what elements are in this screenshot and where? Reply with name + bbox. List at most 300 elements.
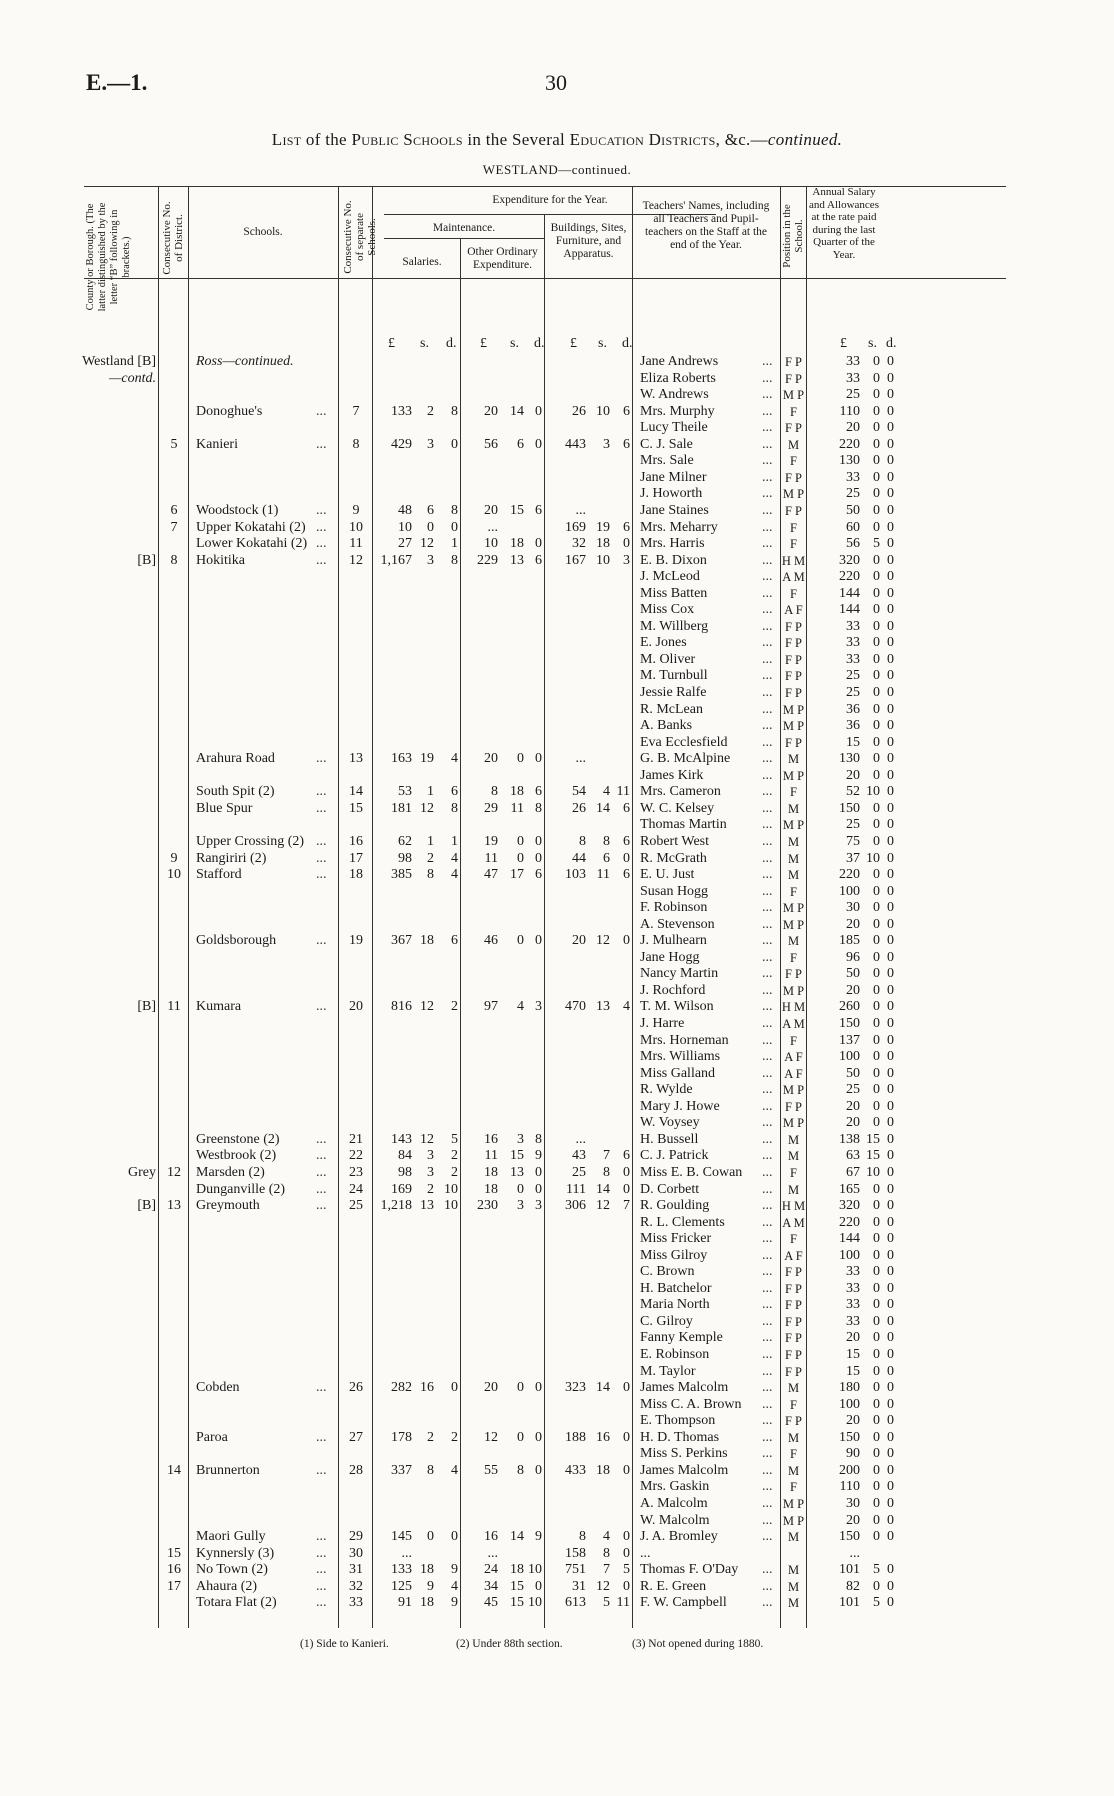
leader-dots: ... [762,1347,773,1362]
leader-dots: ... [762,403,773,419]
district-cell: 16 [167,1562,181,1578]
bld-shillings: 12 [596,933,610,949]
bld-pounds: 111 [566,1181,586,1197]
position-cell: F [790,1165,797,1180]
position-cell: F [790,520,797,535]
position-cell: F [790,404,797,419]
oth-shillings: 0 [517,933,524,949]
ann-shillings: 0 [873,982,880,998]
leader-dots: ... [762,569,773,585]
oth-pounds: 229 [477,552,498,568]
teacher-name: Robert West [640,833,709,849]
leader-dots: ... [762,784,773,800]
position-cell: F P [784,355,803,369]
school-name: Totara Flat (2) [196,1595,277,1611]
oth-pence: 0 [535,833,542,849]
table-row [84,387,1006,404]
ann-pence: 0 [887,949,894,965]
table-row [84,1496,1006,1513]
position-cell: F P [784,735,803,750]
leader-dots: ... [316,1545,327,1561]
position-cell: F P [784,371,803,386]
leader-dots: ... [762,916,773,932]
table-row [84,1529,1006,1546]
ann-shillings: 0 [873,1462,880,1478]
ann-pence: 0 [887,1347,894,1362]
page-number: 30 [545,70,567,95]
ann-shillings: 10 [866,784,880,800]
ann-pounds: 150 [839,1016,860,1031]
leader-dots: ... [762,1164,773,1180]
maintenance-rule [384,238,544,239]
sal-pence: 8 [451,800,458,816]
position-cell: F P [784,1414,803,1429]
header-bottom-rule [84,278,1006,279]
oth-pounds: 19 [484,833,498,849]
leader-dots: ... [762,883,773,899]
leader-dots: ... [316,1562,327,1578]
teacher-name: Mrs. Murphy [640,403,715,419]
oth-pounds: 56 [484,436,498,452]
position-cell: A M [782,570,805,585]
ann-pence: 0 [887,800,894,816]
ann-shillings: 0 [873,833,880,849]
leader-dots: ... [762,536,773,552]
teacher-name: J. McLeod [640,569,700,585]
ann-shillings: 0 [873,1396,880,1412]
teacher-name: E. B. Dixon [640,552,707,568]
sal-pence: 6 [451,784,458,800]
position-cell: M P [782,1513,805,1528]
school-number: 9 [352,502,360,518]
oth-pence: 0 [535,933,542,949]
ann-pounds: 50 [846,1065,860,1081]
sal-pounds: 282 [391,1380,412,1396]
oth-pounds: 12 [484,1429,498,1445]
county-cell: [B] [137,999,156,1015]
school-name: Woodstock (1) [196,502,279,518]
ann-pence: 0 [887,718,894,734]
teacher-name: Miss Gilroy [640,1247,708,1263]
sal-pence: 6 [451,933,458,949]
position-cell: M [787,1430,800,1445]
bld-pence: 6 [623,403,630,419]
ann-pounds: 30 [846,1495,860,1511]
position-cell: M P [782,917,805,932]
school-name: Dunganville (2) [196,1181,286,1197]
footnote-2: (2) Under 88th section. [456,1638,563,1650]
bld-pence: 0 [623,1380,630,1396]
ann-pounds: 15 [846,1363,860,1379]
header-other-expenditure: Other Ordinary Expenditure. [467,246,538,271]
bld-shillings: 18 [596,536,610,552]
position-cell: F P [784,1331,803,1346]
school-name: Kumara [196,999,242,1015]
sal-pounds: 10 [398,519,412,535]
ann-pence: 0 [887,1049,894,1065]
bld-shillings: 8 [603,1545,610,1561]
leader-dots: ... [762,1264,773,1280]
oth-shillings: 8 [517,1462,524,1478]
leader-dots: ... [762,1495,773,1511]
table-row [84,652,1006,669]
bld-shillings: 4 [603,1529,610,1545]
bld-pence: 0 [623,1578,630,1594]
ann-pounds: 20 [846,767,860,783]
school-number: 7 [352,403,360,419]
sal-shillings: 12 [420,536,434,552]
bld-shillings: 3 [603,436,610,452]
leader-dots: ... [762,519,773,535]
leader-dots: ... [762,1297,773,1313]
school-name: Arahura Road [196,751,275,767]
position-cell: F P [784,1265,803,1280]
ann-shillings: 0 [873,618,880,634]
teacher-name: F. W. Campbell [640,1595,727,1611]
table-row [84,735,1006,752]
oth-shillings: 15 [510,1595,524,1611]
teacher-name: R. Goulding [640,1198,710,1214]
oth-pence: 0 [535,1429,542,1445]
bld-pounds: ... [575,751,586,767]
sal-pence: 4 [451,1578,458,1594]
teacher-name: A. Banks [640,718,693,734]
ann-pounds: 50 [846,966,860,982]
bld-shillings: 10 [596,403,610,419]
leader-dots: ... [316,833,327,849]
bld-pence: 0 [623,536,630,552]
leader-dots: ... [762,949,773,965]
position-cell: F P [784,669,803,684]
ann-pence: 0 [887,1065,894,1081]
teacher-name: W. Voysey [640,1115,700,1131]
table-row [84,784,1006,801]
header-expenditure: Expenditure for the Year. [492,194,608,206]
leader-dots: ... [762,1578,773,1594]
teacher-name: Jessie Ralfe [640,685,707,700]
table-row [84,983,1006,1000]
table-row [84,917,1006,934]
sal-pence: 2 [451,999,458,1015]
bld-pence: 0 [623,1181,630,1197]
table-row [84,1165,1006,1182]
bld-pounds: 323 [565,1380,586,1396]
oth-pence: 0 [535,436,542,452]
table-row [84,1049,1006,1066]
table-row [84,1347,1006,1364]
ann-pence: 0 [887,1164,894,1180]
ann-pounds: 25 [846,486,860,502]
table-row [84,1016,1006,1033]
table-row [84,834,1006,851]
oth-shillings: 18 [510,784,524,800]
ann-pence: 0 [887,1198,894,1214]
leader-dots: ... [316,1529,327,1545]
teacher-name: G. B. McAlpine [640,751,731,767]
ann-pence: 0 [887,900,894,916]
ann-pence: 0 [887,916,894,932]
header-consecutive-no: Consecutive No. of separate Schools. [342,200,378,274]
school-name: South Spit (2) [196,784,275,800]
leader-dots: ... [762,618,773,634]
leader-dots: ... [762,1231,773,1247]
ann-pence: 0 [887,701,894,717]
school-name: Blue Spur [196,800,253,816]
position-cell: F [790,1232,797,1247]
leader-dots: ... [762,1529,773,1545]
ann-pence: 0 [887,354,894,369]
bld-pence: 4 [623,999,630,1015]
table-row [84,1562,1006,1579]
bld-pounds: 43 [572,1148,586,1164]
leader-dots: ... [762,502,773,518]
teacher-name: C. J. Patrick [640,1148,709,1164]
position-cell: F [790,1397,797,1412]
oth-pounds: 18 [484,1181,498,1197]
bld-pounds: 8 [579,1529,586,1545]
school-number: 25 [349,1198,363,1214]
teacher-name: M. Oliver [640,651,696,667]
oth-pence: 0 [535,1380,542,1396]
county-cell: Westland [B] [82,354,156,369]
leader-dots: ... [762,751,773,767]
teacher-name: James Kirk [640,767,704,783]
district-cell: 12 [167,1164,181,1180]
bld-pence: 0 [623,850,630,866]
ann-pence: 0 [887,1115,894,1131]
teacher-name: Mrs. Harris [640,536,705,552]
position-cell: F P [784,1281,803,1296]
position-cell: M P [782,388,805,403]
sal-shillings: 8 [427,1462,434,1478]
position-cell: F [790,454,797,469]
ann-pence: 0 [887,1016,894,1031]
leader-dots: ... [762,387,773,403]
teacher-name: Thomas F. O'Day [640,1562,739,1578]
page-title: List of the Public Schools in the Several Education Districts, &c.—continued. [271,130,843,149]
teacher-name: Jane Staines [640,502,709,518]
district-cell: 17 [167,1578,181,1594]
oth-shillings: 17 [510,867,524,883]
county-cell: [B] [137,1198,156,1214]
school-name: Rangiriri (2) [196,850,267,866]
sal-shillings: 12 [420,1131,434,1147]
bld-pence: 7 [623,1198,630,1214]
ann-pounds: 150 [839,1429,860,1445]
sal-pence: 0 [451,436,458,452]
ann-shillings: 0 [873,1429,880,1445]
ann-shillings: 0 [873,1313,880,1329]
oth-shillings: 3 [517,1198,524,1214]
header-annual-salary: Annual Salary and Allowances at the rate paid during the last Quarter of the Year. [809,186,879,261]
oth-pence: 0 [535,1462,542,1478]
ann-pence: 0 [887,1512,894,1528]
sal-pounds: 133 [391,403,412,419]
teacher-name: Nancy Martin [640,966,719,982]
ann-pounds: 33 [846,618,860,634]
position-cell: M P [782,719,805,734]
bld-pounds: 167 [565,552,586,568]
teacher-name: M. Turnbull [640,668,708,684]
school-name: Kynnersly (3) [196,1545,275,1561]
ann-shillings: 0 [873,1512,880,1528]
ann-shillings: 0 [873,502,880,518]
school-name: Hokitika [196,552,245,568]
ann-shillings: 0 [873,1082,880,1098]
sal-pounds: 1,167 [380,552,412,568]
ann-pounds: 50 [846,502,860,518]
leader-dots: ... [316,1429,327,1445]
bld-pounds: 32 [572,536,586,552]
bld-pence: 3 [623,552,630,568]
district-cell: 5 [170,436,178,452]
school-number: 24 [349,1181,363,1197]
leader-dots: ... [316,933,327,949]
school-number: 18 [349,867,363,883]
ann-pounds: 220 [839,436,860,452]
position-cell: M P [782,1116,805,1131]
ann-pence: 0 [887,1413,894,1429]
ann-pence: 0 [887,668,894,684]
ann-pence: 0 [887,867,894,883]
position-cell: A F [784,1066,803,1081]
ann-shillings: 0 [873,767,880,783]
table-row [84,1182,1006,1199]
ann-shillings: 0 [873,999,880,1015]
table-row [84,1198,1006,1215]
sal-pence: 2 [451,1164,458,1180]
ann-pence: 0 [887,817,894,833]
leader-dots: ... [762,585,773,601]
unit-pence: d. [534,336,545,351]
bld-pounds: 613 [565,1595,586,1611]
bld-shillings: 14 [596,1380,610,1396]
sal-shillings: 2 [427,850,434,866]
teacher-name: James Malcolm [640,1380,729,1396]
header-position: Position in the School. [781,204,805,268]
ann-pounds: 144 [839,602,860,618]
oth-pounds: 55 [484,1462,498,1478]
header-county: County or Borough. (The latter distinguished by the letter “B” following in brackets.) [85,202,132,312]
ann-pounds: 20 [846,1413,860,1429]
school-name: Goldsborough [196,933,277,949]
ann-shillings: 0 [873,1032,880,1048]
school-name: Stafford [196,867,242,883]
bld-pounds: 26 [572,800,586,816]
teacher-name: Mrs. Meharry [640,519,718,535]
oth-pence: 9 [535,1529,542,1545]
ann-shillings: 0 [873,1231,880,1247]
leader-dots: ... [762,718,773,734]
position-cell: F [790,1033,797,1048]
position-cell: A M [782,1215,805,1230]
ann-shillings: 0 [873,883,880,899]
unit-pound: £ [388,336,395,351]
ann-pounds: 33 [846,370,860,386]
school-number: 21 [349,1131,363,1147]
ann-shillings: 0 [873,916,880,932]
table-row [84,1264,1006,1281]
bld-shillings: 18 [596,1462,610,1478]
ann-pence: 0 [887,685,894,700]
ann-shillings: 0 [873,436,880,452]
ann-pence: 0 [887,999,894,1015]
oth-shillings: 15 [510,1578,524,1594]
sal-pence: 0 [451,1529,458,1545]
position-cell: F P [784,1348,803,1362]
teacher-name: W. C. Kelsey [640,800,715,816]
teacher-name: Mrs. Williams [640,1049,721,1065]
table-row [84,685,1006,702]
ann-pence: 0 [887,982,894,998]
position-cell: F P [784,470,803,485]
teacher-name: Jane Milner [640,469,707,485]
leader-dots: ... [762,1313,773,1329]
ann-shillings: 0 [873,453,880,469]
school-number: 31 [349,1562,363,1578]
leader-dots: ... [762,1512,773,1528]
sal-shillings: 18 [420,933,434,949]
ann-shillings: 0 [873,569,880,585]
ann-pence: 0 [887,1462,894,1478]
teacher-name: C. J. Sale [640,436,693,452]
district-cell: 14 [167,1462,181,1478]
ann-shillings: 0 [873,1297,880,1313]
leader-dots: ... [762,420,773,436]
school-number: 30 [349,1545,363,1561]
leader-dots: ... [762,933,773,949]
district-cell: 13 [167,1198,181,1214]
oth-pence: 10 [528,1562,542,1578]
sal-shillings: 8 [427,867,434,883]
sal-shillings: 19 [420,751,434,767]
ann-shillings: 0 [873,1446,880,1462]
position-cell: M [787,1182,800,1197]
sal-pounds: 133 [391,1562,412,1578]
sal-pounds: 385 [391,867,412,883]
sal-pounds: 337 [391,1462,412,1478]
oth-pence: 6 [535,784,542,800]
oth-pounds: 16 [484,1529,498,1545]
ann-pence: 0 [887,1495,894,1511]
ann-pounds: 67 [846,1164,860,1180]
leader-dots: ... [762,1115,773,1131]
sal-pence: 8 [451,552,458,568]
header-schools: Schools. [243,226,283,238]
ann-pounds: 180 [839,1380,860,1396]
table-row [84,1546,1006,1563]
teacher-name: Eliza Roberts [640,370,716,386]
ann-pence: 0 [887,1380,894,1396]
ann-pounds: 100 [839,1247,860,1263]
ann-pence: 0 [887,1082,894,1098]
leader-dots: ... [762,850,773,866]
district-cell: 11 [167,999,181,1015]
table-row [84,751,1006,768]
school-number: 28 [349,1462,363,1478]
ann-pounds: 33 [846,1264,860,1280]
table-row [84,503,1006,520]
school-name: Lower Kokatahi (2) [196,536,308,552]
position-cell: M P [782,487,805,502]
school-number: 23 [349,1164,363,1180]
bld-shillings: 7 [603,1562,610,1578]
table-row [84,1148,1006,1165]
leader-dots: ... [316,850,327,866]
ann-pence: 0 [887,1446,894,1462]
table-row [84,420,1006,437]
school-name: Westbrook (2) [196,1148,277,1164]
